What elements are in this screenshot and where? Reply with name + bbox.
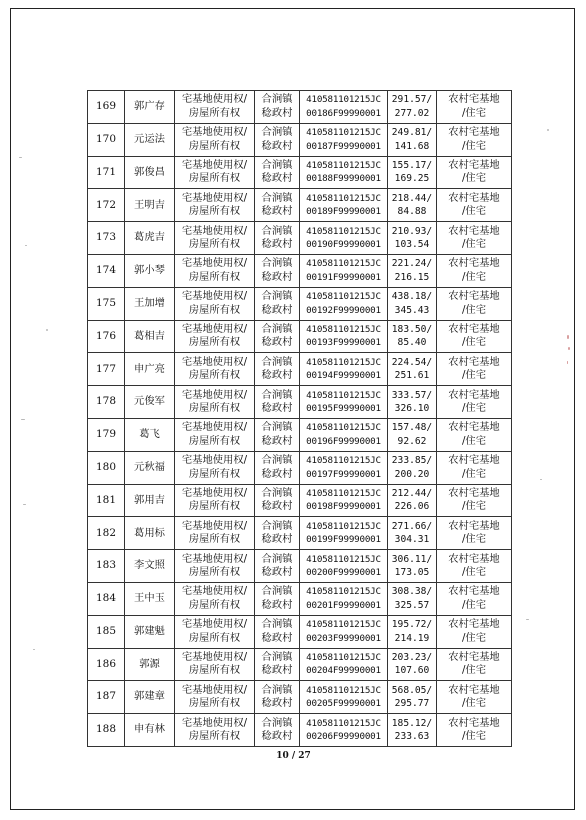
area-values-cell: 195.72/ 214.19 [388,615,437,648]
location-cell: 合涧镇 稔政村 [255,222,300,255]
table-row [88,517,512,550]
table-row [88,714,512,747]
unit-code-cell: 410581101215JC 00195F99990001 [300,386,388,419]
unit-code-cell: 410581101215JC 00189F99990001 [300,189,388,222]
land-use-cell: 农村宅基地 /住宅 [437,91,512,124]
unit-code-cell: 410581101215JC 00192F99990001 [300,287,388,320]
location-cell: 合涧镇 稔政村 [255,91,300,124]
right-type-cell: 宅基地使用权/ 房屋所有权 [175,550,255,583]
unit-code-cell: 410581101215JC 00206F99990001 [300,714,388,747]
row-number-cell: 175 [88,287,125,320]
location-cell: 合涧镇 稔政村 [255,320,300,353]
land-use-cell: 农村宅基地 /住宅 [437,254,512,287]
table-row [88,287,512,320]
right-type-cell: 宅基地使用权/ 房屋所有权 [175,418,255,451]
scan-speck [33,649,35,650]
owner-name-cell: 王加增 [125,287,175,320]
area-values-cell: 218.44/ 84.88 [388,189,437,222]
land-use-cell: 农村宅基地 /住宅 [437,550,512,583]
row-number-cell: 173 [88,222,125,255]
row-number-cell: 180 [88,451,125,484]
area-values-cell: 233.85/ 200.20 [388,451,437,484]
unit-code-cell: 410581101215JC 00197F99990001 [300,451,388,484]
location-cell: 合涧镇 稔政村 [255,714,300,747]
land-use-cell: 农村宅基地 /住宅 [437,156,512,189]
right-type-cell: 宅基地使用权/ 房屋所有权 [175,517,255,550]
owner-name-cell: 王中玉 [125,582,175,615]
area-values-cell: 157.48/ 92.62 [388,418,437,451]
unit-code-cell: 410581101215JC 00186F99990001 [300,91,388,124]
unit-code-cell: 410581101215JC 00198F99990001 [300,484,388,517]
location-cell: 合涧镇 稔政村 [255,681,300,714]
table-body [88,91,512,747]
area-values-cell: 221.24/ 216.15 [388,254,437,287]
table-row [88,189,512,222]
row-number-cell: 172 [88,189,125,222]
area-values-cell: 155.17/ 169.25 [388,156,437,189]
location-cell: 合涧镇 稔政村 [255,353,300,386]
location-cell: 合涧镇 稔政村 [255,189,300,222]
area-values-cell: 308.38/ 325.57 [388,582,437,615]
scan-speck [19,157,22,158]
row-number-cell: 183 [88,550,125,583]
row-number-cell: 169 [88,91,125,124]
land-use-cell: 农村宅基地 /住宅 [437,648,512,681]
land-use-cell: 农村宅基地 /住宅 [437,451,512,484]
page-number: 10 / 27 [276,751,311,761]
owner-name-cell: 郭建章 [125,681,175,714]
right-type-cell: 宅基地使用权/ 房屋所有权 [175,615,255,648]
right-type-cell: 宅基地使用权/ 房屋所有权 [175,222,255,255]
area-values-cell: 291.57/ 277.02 [388,91,437,124]
land-use-cell: 农村宅基地 /住宅 [437,123,512,156]
owner-name-cell: 郭建魁 [125,615,175,648]
location-cell: 合涧镇 稔政村 [255,254,300,287]
area-values-cell: 271.66/ 304.31 [388,517,437,550]
table-row [88,156,512,189]
unit-code-cell: 410581101215JC 00191F99990001 [300,254,388,287]
owner-name-cell: 元秋福 [125,451,175,484]
land-use-cell: 农村宅基地 /住宅 [437,189,512,222]
unit-code-cell: 410581101215JC 00201F99990001 [300,582,388,615]
location-cell: 合涧镇 稔政村 [255,582,300,615]
area-values-cell: 438.18/ 345.43 [388,287,437,320]
area-values-cell: 203.23/ 107.60 [388,648,437,681]
location-cell: 合涧镇 稔政村 [255,123,300,156]
table-row [88,550,512,583]
table-row [88,582,512,615]
row-number-cell: 181 [88,484,125,517]
right-type-cell: 宅基地使用权/ 房屋所有权 [175,91,255,124]
row-number-cell: 184 [88,582,125,615]
land-use-cell: 农村宅基地 /住宅 [437,320,512,353]
land-use-cell: 农村宅基地 /住宅 [437,287,512,320]
scan-speck [568,347,570,350]
right-type-cell: 宅基地使用权/ 房屋所有权 [175,123,255,156]
row-number-cell: 174 [88,254,125,287]
table-row [88,222,512,255]
right-type-cell: 宅基地使用权/ 房屋所有权 [175,156,255,189]
location-cell: 合涧镇 稔政村 [255,550,300,583]
scan-speck [526,619,529,620]
land-use-cell: 农村宅基地 /住宅 [437,517,512,550]
row-number-cell: 170 [88,123,125,156]
scan-speck [21,419,25,420]
scan-speck [567,335,569,339]
area-values-cell: 568.05/ 295.77 [388,681,437,714]
right-type-cell: 宅基地使用权/ 房屋所有权 [175,386,255,419]
table-row [88,615,512,648]
row-number-cell: 187 [88,681,125,714]
land-use-cell: 农村宅基地 /住宅 [437,582,512,615]
right-type-cell: 宅基地使用权/ 房屋所有权 [175,681,255,714]
area-values-cell: 306.11/ 173.05 [388,550,437,583]
owner-name-cell: 元俊军 [125,386,175,419]
land-use-cell: 农村宅基地 /住宅 [437,615,512,648]
row-number-cell: 182 [88,517,125,550]
table-row [88,648,512,681]
table-row [88,123,512,156]
unit-code-cell: 410581101215JC 00194F99990001 [300,353,388,386]
row-number-cell: 176 [88,320,125,353]
unit-code-cell: 410581101215JC 00190F99990001 [300,222,388,255]
owner-name-cell: 葛用标 [125,517,175,550]
area-values-cell: 185.12/ 233.63 [388,714,437,747]
document-page [10,8,575,810]
right-type-cell: 宅基地使用权/ 房屋所有权 [175,320,255,353]
area-values-cell: 224.54/ 251.61 [388,353,437,386]
scan-speck [567,361,568,364]
right-type-cell: 宅基地使用权/ 房屋所有权 [175,484,255,517]
table-row [88,254,512,287]
right-type-cell: 宅基地使用权/ 房屋所有权 [175,287,255,320]
right-type-cell: 宅基地使用权/ 房屋所有权 [175,254,255,287]
area-values-cell: 183.50/ 85.40 [388,320,437,353]
right-type-cell: 宅基地使用权/ 房屋所有权 [175,648,255,681]
table-row [88,320,512,353]
unit-code-cell: 410581101215JC 00193F99990001 [300,320,388,353]
location-cell: 合涧镇 稔政村 [255,451,300,484]
row-number-cell: 185 [88,615,125,648]
row-number-cell: 186 [88,648,125,681]
owner-name-cell: 郭小琴 [125,254,175,287]
land-use-cell: 农村宅基地 /住宅 [437,418,512,451]
unit-code-cell: 410581101215JC 00205F99990001 [300,681,388,714]
area-values-cell: 249.81/ 141.68 [388,123,437,156]
right-type-cell: 宅基地使用权/ 房屋所有权 [175,451,255,484]
row-number-cell: 177 [88,353,125,386]
scan-speck [25,245,27,246]
unit-code-cell: 410581101215JC 00203F99990001 [300,615,388,648]
owner-name-cell: 葛虎吉 [125,222,175,255]
scan-speck [23,504,26,505]
unit-code-cell: 410581101215JC 00204F99990001 [300,648,388,681]
unit-code-cell: 410581101215JC 00199F99990001 [300,517,388,550]
table-row [88,386,512,419]
row-number-cell: 179 [88,418,125,451]
area-values-cell: 333.57/ 326.10 [388,386,437,419]
owner-name-cell: 郭用吉 [125,484,175,517]
owner-name-cell: 郭俊昌 [125,156,175,189]
land-use-cell: 农村宅基地 /住宅 [437,714,512,747]
row-number-cell: 171 [88,156,125,189]
row-number-cell: 188 [88,714,125,747]
owner-name-cell: 李文照 [125,550,175,583]
scan-speck [547,129,549,131]
unit-code-cell: 410581101215JC 00196F99990001 [300,418,388,451]
location-cell: 合涧镇 稔政村 [255,517,300,550]
right-type-cell: 宅基地使用权/ 房屋所有权 [175,714,255,747]
owner-name-cell: 郭广存 [125,91,175,124]
table-row [88,484,512,517]
owner-name-cell: 郭源 [125,648,175,681]
area-values-cell: 212.44/ 226.06 [388,484,437,517]
owner-name-cell: 元运法 [125,123,175,156]
land-use-cell: 农村宅基地 /住宅 [437,681,512,714]
table-row [88,418,512,451]
owner-name-cell: 葛飞 [125,418,175,451]
right-type-cell: 宅基地使用权/ 房屋所有权 [175,582,255,615]
owner-name-cell: 王明吉 [125,189,175,222]
location-cell: 合涧镇 稔政村 [255,386,300,419]
owner-name-cell: 申广亮 [125,353,175,386]
land-use-cell: 农村宅基地 /住宅 [437,484,512,517]
table-row [88,451,512,484]
land-use-cell: 农村宅基地 /住宅 [437,222,512,255]
location-cell: 合涧镇 稔政村 [255,287,300,320]
right-type-cell: 宅基地使用权/ 房屋所有权 [175,189,255,222]
location-cell: 合涧镇 稔政村 [255,484,300,517]
location-cell: 合涧镇 稔政村 [255,156,300,189]
right-type-cell: 宅基地使用权/ 房屋所有权 [175,353,255,386]
location-cell: 合涧镇 稔政村 [255,648,300,681]
location-cell: 合涧镇 稔政村 [255,418,300,451]
unit-code-cell: 410581101215JC 00187F99990001 [300,123,388,156]
registration-table [87,90,512,747]
row-number-cell: 178 [88,386,125,419]
scan-speck [46,329,48,331]
table-row [88,91,512,124]
owner-name-cell: 葛相吉 [125,320,175,353]
owner-name-cell: 申有林 [125,714,175,747]
scan-speck [540,479,542,480]
table-row [88,681,512,714]
area-values-cell: 210.93/ 103.54 [388,222,437,255]
land-use-cell: 农村宅基地 /住宅 [437,353,512,386]
unit-code-cell: 410581101215JC 00188F99990001 [300,156,388,189]
land-use-cell: 农村宅基地 /住宅 [437,386,512,419]
table-row [88,353,512,386]
unit-code-cell: 410581101215JC 00200F99990001 [300,550,388,583]
location-cell: 合涧镇 稔政村 [255,615,300,648]
